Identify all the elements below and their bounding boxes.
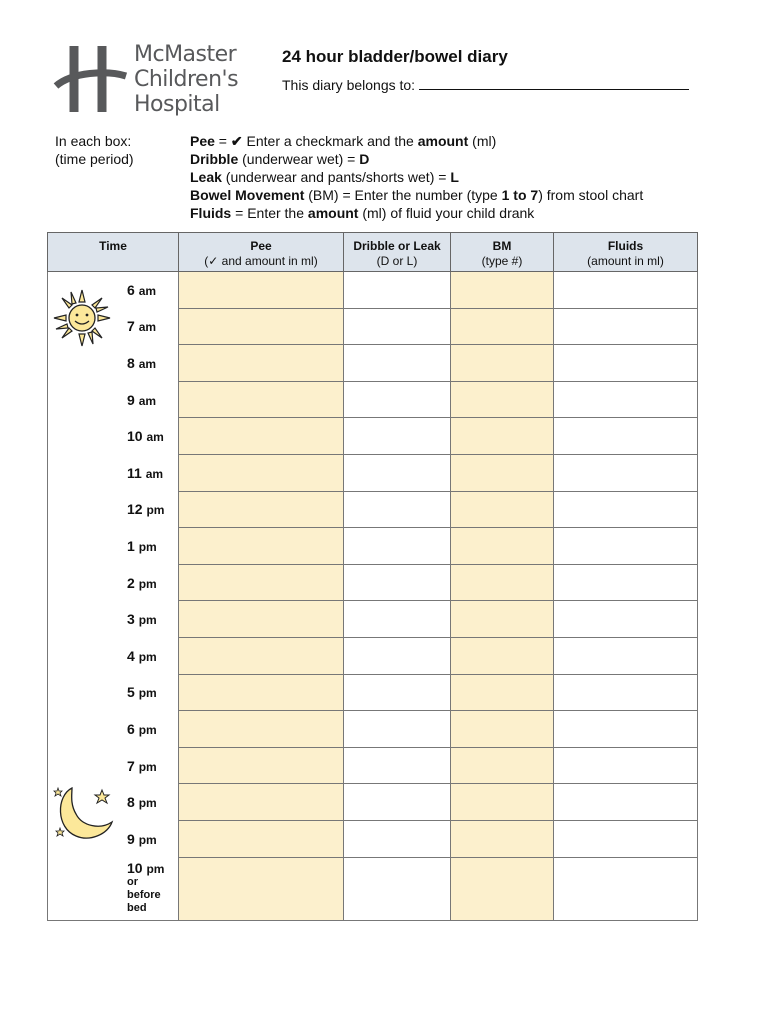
pee-cell[interactable]: [179, 564, 344, 601]
time-label: 6 am: [48, 272, 179, 309]
bm-cell[interactable]: [451, 418, 554, 455]
fluids-cell[interactable]: [554, 528, 698, 565]
time-label: 7 pm: [48, 747, 179, 784]
pee-cell[interactable]: [179, 345, 344, 382]
pee-cell[interactable]: [179, 528, 344, 565]
owner-name-line[interactable]: [419, 76, 689, 90]
bm-cell[interactable]: [451, 564, 554, 601]
time-label: 2 pm: [48, 564, 179, 601]
pee-cell[interactable]: [179, 784, 344, 821]
header-pee: Pee (✓ and amount in ml): [179, 233, 344, 272]
table-row: [48, 857, 698, 920]
fluids-cell[interactable]: [554, 308, 698, 345]
table-row: [48, 345, 698, 382]
bm-cell[interactable]: [451, 820, 554, 857]
sun-icon: [52, 288, 112, 348]
legend-fluids: Fluids = Enter the amount (ml) of fluid your child drank: [190, 205, 535, 221]
table-row: [48, 820, 698, 857]
dribble-leak-cell[interactable]: [344, 272, 451, 309]
table-row: [48, 491, 698, 528]
pee-cell[interactable]: [179, 857, 344, 920]
legend-bm: Bowel Movement (BM) = Enter the number (type 1 to 7) from stool chart: [190, 187, 644, 203]
diary-owner-field: [282, 76, 689, 93]
fluids-cell[interactable]: [554, 345, 698, 382]
moon-stars-icon: [50, 782, 118, 844]
time-label: 7 am: [48, 308, 179, 345]
table-row: [48, 418, 698, 455]
fluids-cell[interactable]: [554, 747, 698, 784]
time-label: 5 pm: [48, 674, 179, 711]
time-label: 4 pm: [48, 637, 179, 674]
intro-line-2: (time period): [55, 151, 134, 167]
bm-cell[interactable]: [451, 784, 554, 821]
logo-line-3: Hospital: [134, 92, 220, 117]
time-label: 3 pm: [48, 601, 179, 638]
table-row: [48, 747, 698, 784]
header-time: Time: [48, 233, 179, 272]
dribble-leak-cell[interactable]: [344, 564, 451, 601]
bm-cell[interactable]: [451, 674, 554, 711]
time-label: 9 pm: [48, 820, 179, 857]
header-bm: BM (type #): [451, 233, 554, 272]
checkmark-icon: ✔: [230, 133, 243, 149]
time-label: 8 am: [48, 345, 179, 382]
logo-line-1: McMaster: [134, 42, 237, 67]
fluids-cell[interactable]: [554, 601, 698, 638]
legend-leak: Leak (underwear and pants/shorts wet) = L: [190, 169, 459, 185]
dribble-leak-cell[interactable]: [344, 454, 451, 491]
pee-cell[interactable]: [179, 820, 344, 857]
dribble-leak-cell[interactable]: [344, 308, 451, 345]
fluids-cell[interactable]: [554, 674, 698, 711]
pee-cell[interactable]: [179, 637, 344, 674]
bm-cell[interactable]: [451, 857, 554, 920]
fluids-cell[interactable]: [554, 418, 698, 455]
bm-cell[interactable]: [451, 747, 554, 784]
diary-table: [47, 232, 698, 921]
pee-cell[interactable]: [179, 747, 344, 784]
dribble-leak-cell[interactable]: [344, 711, 451, 748]
table-row: [48, 637, 698, 674]
fluids-cell[interactable]: [554, 272, 698, 309]
table-row: [48, 601, 698, 638]
pee-cell[interactable]: [179, 308, 344, 345]
bm-cell[interactable]: [451, 491, 554, 528]
pee-cell[interactable]: [179, 491, 344, 528]
pee-cell[interactable]: [179, 711, 344, 748]
pee-cell[interactable]: [179, 418, 344, 455]
bm-cell[interactable]: [451, 345, 554, 382]
dribble-leak-cell[interactable]: [344, 491, 451, 528]
time-label: 12 pm: [48, 491, 179, 528]
fluids-cell[interactable]: [554, 491, 698, 528]
dribble-leak-cell[interactable]: [344, 637, 451, 674]
legend-pee: Pee = ✔ Enter a checkmark and the amount (ml): [190, 133, 497, 149]
fluids-cell[interactable]: [554, 564, 698, 601]
bm-cell[interactable]: [451, 528, 554, 565]
bm-cell[interactable]: [451, 601, 554, 638]
bm-cell[interactable]: [451, 272, 554, 309]
bm-cell[interactable]: [451, 454, 554, 491]
logo-wordmark: [134, 42, 238, 117]
dribble-leak-cell[interactable]: [344, 820, 451, 857]
table-row: [48, 784, 698, 821]
time-label: 9 am: [48, 381, 179, 418]
header-row: [48, 233, 698, 272]
bm-cell[interactable]: [451, 711, 554, 748]
time-label: 10 pm or before bed: [48, 857, 179, 920]
dribble-leak-cell[interactable]: [344, 601, 451, 638]
dribble-leak-cell[interactable]: [344, 528, 451, 565]
time-label: 1 pm: [48, 528, 179, 565]
time-label: 11 am: [48, 454, 179, 491]
pee-cell[interactable]: [179, 454, 344, 491]
page-title: 24 hour bladder/bowel diary: [282, 47, 508, 66]
table-row: [48, 272, 698, 309]
instructions-legend: [190, 132, 643, 222]
intro-line-1: In each box:: [55, 133, 132, 149]
fluids-cell[interactable]: [554, 784, 698, 821]
table-row: [48, 308, 698, 345]
time-label: 6 pm: [48, 711, 179, 748]
pee-cell[interactable]: [179, 272, 344, 309]
dribble-leak-cell[interactable]: [344, 381, 451, 418]
pee-cell[interactable]: [179, 674, 344, 711]
fluids-cell[interactable]: [554, 857, 698, 920]
table-row: [48, 454, 698, 491]
pee-cell[interactable]: [179, 601, 344, 638]
legend-dribble: Dribble (underwear wet) = D: [190, 151, 370, 167]
fluids-cell[interactable]: [554, 637, 698, 674]
bm-cell[interactable]: [451, 308, 554, 345]
fluids-cell[interactable]: [554, 711, 698, 748]
dribble-leak-cell[interactable]: [344, 345, 451, 382]
header-dribble-leak: Dribble or Leak (D or L): [344, 233, 451, 272]
table-row: [48, 711, 698, 748]
table-row: [48, 528, 698, 565]
fluids-cell[interactable]: [554, 454, 698, 491]
dribble-leak-cell[interactable]: [344, 747, 451, 784]
table-row: [48, 381, 698, 418]
header-fluids: Fluids (amount in ml): [554, 233, 698, 272]
dribble-leak-cell[interactable]: [344, 674, 451, 711]
dribble-leak-cell[interactable]: [344, 418, 451, 455]
instructions-intro: [55, 132, 134, 168]
fluids-cell[interactable]: [554, 381, 698, 418]
time-label: 8 pm: [48, 784, 179, 821]
dribble-leak-cell[interactable]: [344, 857, 451, 920]
mcmaster-logo-icon: [52, 42, 130, 116]
table-row: [48, 564, 698, 601]
table-row: [48, 674, 698, 711]
time-label: 10 am: [48, 418, 179, 455]
pee-cell[interactable]: [179, 381, 344, 418]
logo-line-2: Children's: [134, 67, 239, 92]
fluids-cell[interactable]: [554, 820, 698, 857]
bm-cell[interactable]: [451, 637, 554, 674]
dribble-leak-cell[interactable]: [344, 784, 451, 821]
hospital-logo: [52, 42, 252, 120]
bm-cell[interactable]: [451, 381, 554, 418]
owner-label: This diary belongs to:: [282, 77, 416, 93]
